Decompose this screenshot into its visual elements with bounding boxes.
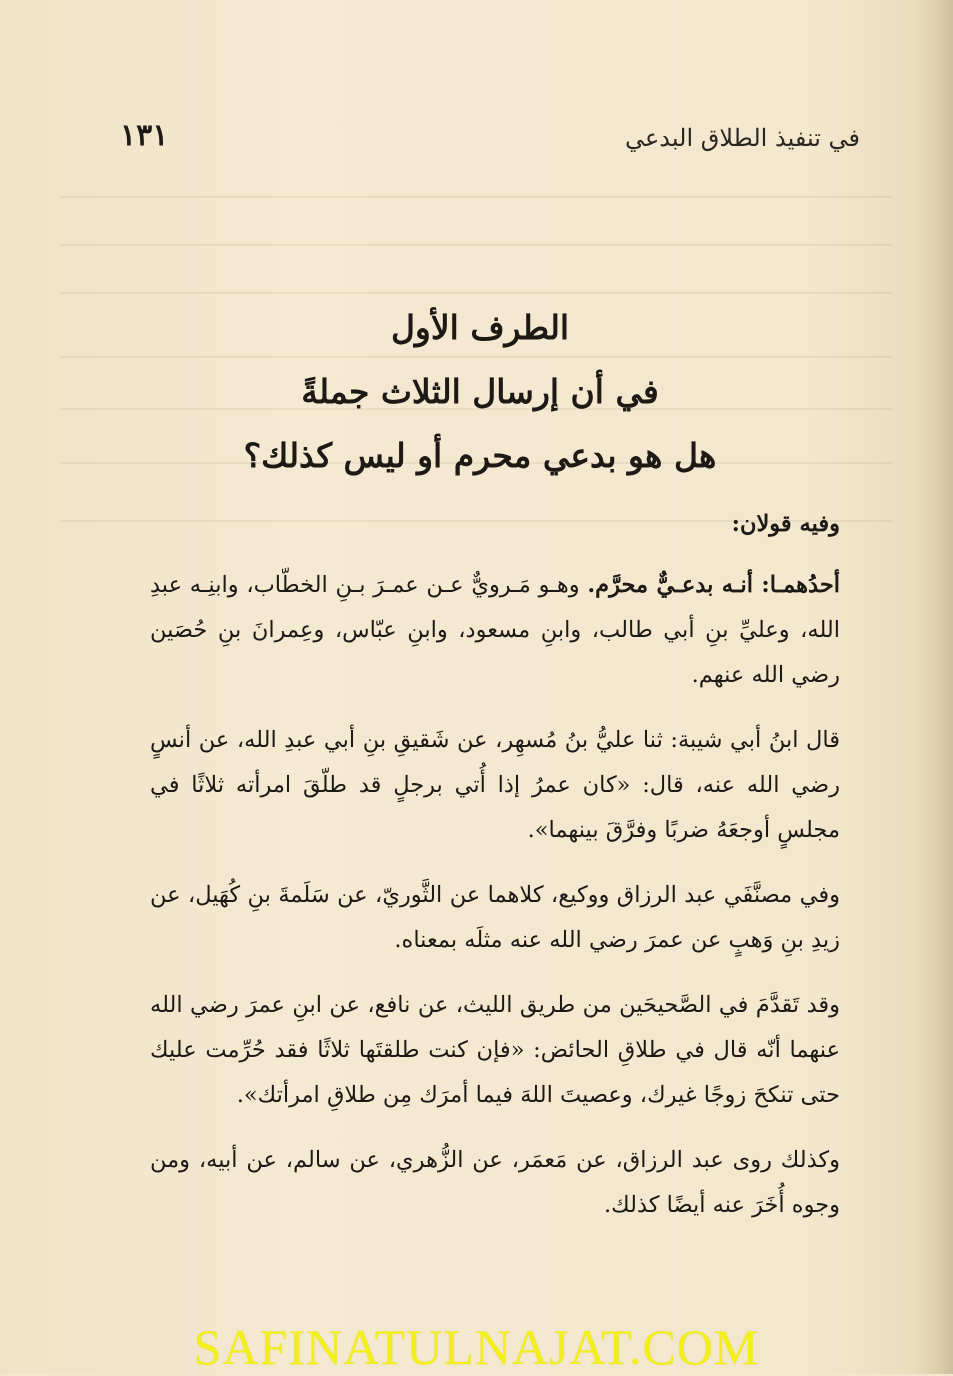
section-label: وفيه قولان: <box>731 511 840 537</box>
chapter-title: الطرف الأول <box>390 308 570 347</box>
running-title: في تنفيذ الطلاق البدعي <box>624 124 860 152</box>
paragraph <box>150 563 840 698</box>
paragraph-text: وهـو مَـرويٌّ عـن عمـرَ بـنِ الخطّاب، وابنِـه عبدِ الله، وعليِّ بنِ أبي طالب، وابنِ مسعود، وابنِ عبّاس، وعِمرانَ بنِ حُصَين رضي الله عنهم. <box>150 572 840 688</box>
paragraph-lead: أحدُهمـا: أنـه بدعـيٌّ محرَّم. <box>587 572 840 598</box>
paragraph-text: وقد تَقدَّمَ في الصَّحيحَين من طريق الليث، عن نافع، عن ابنِ عمرَ رضي الله عنهما أنّه قال في طلاقِ الحائض: «فإن كنت طلقتَها ثلاثًا فقد حُرِّمت عليك حتى تنكحَ زوجًا غيرك، وعصيتَ اللهَ فيما أمرَك مِن طلاقِ امرأتك». <box>150 992 840 1108</box>
paragraph-text: وكذلك روى عبد الرزاق، عن مَعمَر، عن الزُّهري، عن سالم، عن أبيه، ومن وجوه أُخَرَ عنه أيضًا كذلك. <box>150 1147 840 1218</box>
running-header <box>120 118 860 164</box>
bleed-through-line <box>60 244 893 246</box>
bleed-through-line <box>60 292 893 294</box>
paragraph <box>150 1138 840 1228</box>
chapter-subtitle-1: في أن إرسال الثلاث جملةً <box>301 372 659 411</box>
page-number: ١٣١ <box>120 118 169 153</box>
bleed-through-line <box>60 196 893 198</box>
watermark-text: SAFINATULNAJAT.COM <box>193 1319 760 1375</box>
body-text <box>150 502 840 1248</box>
paragraph-text: قال ابنُ أبي شيبة: ثنا عليُّ بنُ مُسهِر، عن شَقيقِ بنِ أبي عبدِ الله، عن أنسٍ رضي الله عنه، قال: «كان عمرُ إذا أُتي برجلٍ قد طلّقَ امرأته ثلاثًا في مجلسٍ أوجعَهُ ضربًا وفرَّقَ بينهما». <box>150 727 840 843</box>
paragraph <box>150 983 840 1118</box>
chapter-headings <box>180 296 780 488</box>
paragraph <box>150 873 840 963</box>
spine-shadow <box>913 0 953 1374</box>
paragraph-text: وفي مصنَّفَي عبد الرزاق ووكيع، كلاهما عن الثَّوريّ، عن سَلَمةَ بنِ كُهَيل، عن زيدِ بنِ وَهبٍ عن عمرَ رضي الله عنه مثلَه بمعناه. <box>150 882 840 953</box>
paragraph <box>150 718 840 853</box>
chapter-subtitle-2: هل هو بدعي محرم أو ليس كذلك؟ <box>243 436 717 475</box>
